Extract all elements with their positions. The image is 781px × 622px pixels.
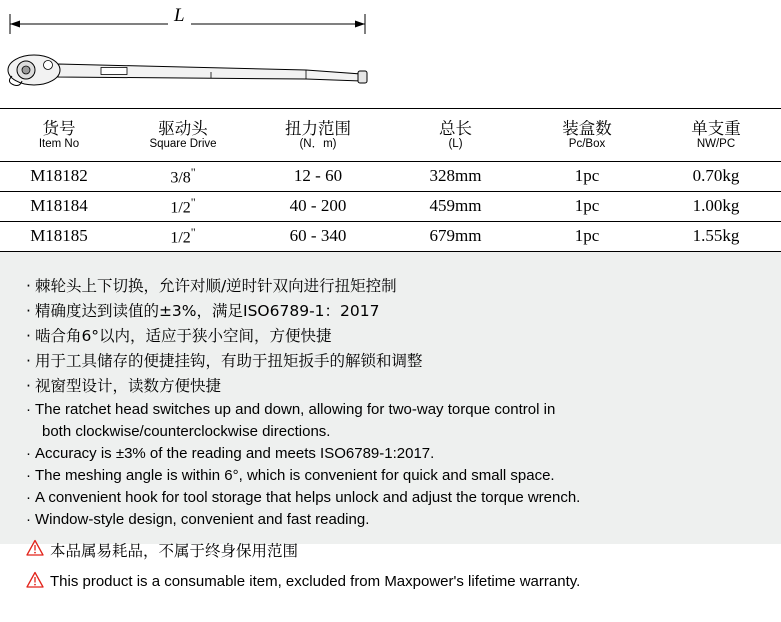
product-diagram (0, 0, 781, 108)
table-header-row (0, 109, 781, 161)
feature-text: 用于工具储存的便捷挂钩，有助于扭矩扳手的解锁和调整 (34, 352, 423, 370)
feature-item (26, 274, 781, 299)
cell-weight: 0.70kg (651, 161, 781, 191)
feature-text: both clockwise/counterclockwise directions. (42, 423, 331, 440)
bullet-icon: · (26, 489, 31, 506)
drive-unit: " (190, 164, 196, 179)
header-item-no (0, 109, 118, 161)
header-square-drive-cn: 驱动头 (158, 118, 208, 138)
feature-item-en (26, 509, 781, 531)
header-item-no-en: Item No (38, 137, 80, 150)
header-item-no-cn: 货号 (42, 118, 76, 138)
feature-item (26, 349, 781, 374)
bullet-icon: · (26, 445, 31, 462)
feature-item-en (26, 399, 781, 421)
warning-triangle-icon (26, 539, 44, 557)
feature-text: A convenient hook for tool storage that helps unlock and adjust the torque wrench. (35, 489, 581, 506)
feature-item (26, 374, 781, 399)
table-row (0, 161, 781, 191)
cell-item-no: M18185 (30, 226, 88, 246)
cell-item-no: M18184 (0, 191, 118, 221)
cell-length: 679mm (429, 226, 482, 246)
spec-table (0, 108, 781, 252)
torque-wrench-illustration (6, 46, 386, 96)
feature-text: Accuracy is ±3% of the reading and meets ISO6789-1:2017. (35, 445, 435, 462)
warning-text-cn: 本品属易耗品，不属于终身保用范围 (50, 542, 299, 560)
cell-torque-range: 12 - 60 (248, 161, 388, 191)
cell-torque-range: 60 - 340 (289, 226, 347, 246)
header-weight-cn: 单支重 (691, 118, 741, 138)
feature-item-en-cont (26, 421, 781, 443)
header-length (388, 109, 523, 161)
header-weight (651, 109, 781, 161)
header-length-symbol: (L) (448, 137, 463, 150)
feature-text: 视窗型设计，读数方便快捷 (34, 377, 221, 395)
bullet-icon: · (26, 302, 31, 320)
cell-length: 459mm (388, 191, 523, 221)
header-torque-range (248, 109, 388, 161)
table-row (0, 221, 781, 251)
feature-text: 棘轮头上下切换，允许对顺/逆时针双向进行扭矩控制 (34, 277, 397, 295)
table-row (0, 191, 781, 221)
cell-pc-box: 1pc (523, 161, 651, 191)
feature-text: 精确度达到读值的±3%，满足ISO6789-1：2017 (34, 302, 380, 320)
bullet-icon: · (26, 467, 31, 484)
bullet-icon: · (26, 401, 31, 418)
cell-pc-box: 1pc (574, 226, 600, 246)
cell-length: 328mm (388, 161, 523, 191)
bullet-icon: · (26, 277, 31, 295)
header-square-drive-en: Square Drive (149, 137, 217, 150)
length-dimension-line (8, 12, 388, 34)
cell-square-drive (118, 221, 248, 251)
features-panel (0, 252, 781, 590)
drive-value: 1/2 (170, 229, 191, 247)
cell-weight: 1.00kg (651, 191, 781, 221)
header-length-cn: 总长 (439, 118, 472, 138)
warning-row-en (26, 571, 781, 593)
header-pc-box-en: Pc/Box (568, 137, 606, 150)
feature-item (26, 324, 781, 349)
drive-unit: " (190, 225, 196, 240)
drive-value: 3/8 (170, 169, 191, 187)
feature-text: The meshing angle is within 6°, which is convenient for quick and small space. (35, 467, 555, 484)
bullet-icon: · (26, 511, 31, 528)
cell-square-drive (118, 191, 248, 221)
header-torque-range-cn: 扭力范围 (285, 118, 351, 138)
warning-triangle-icon (26, 571, 44, 589)
header-weight-en: NW/PC (696, 137, 736, 150)
header-pc-box-cn: 装盒数 (562, 118, 612, 138)
bullet-icon: · (26, 352, 31, 370)
header-torque-range-unit: (N．m) (299, 137, 337, 150)
warning-row-cn (26, 539, 781, 563)
bullet-icon: · (26, 327, 31, 345)
cell-torque-range: 40 - 200 (248, 191, 388, 221)
feature-item-en (26, 487, 781, 509)
warning-text-en: This product is a consumable item, excluded from Maxpower's lifetime warranty. (50, 573, 581, 590)
header-square-drive (118, 109, 248, 161)
cell-weight: 1.55kg (692, 226, 740, 246)
feature-item-en (26, 443, 781, 465)
feature-text: 啮合角6°以内，适应于狭小空间，方便快捷 (34, 327, 332, 345)
cell-pc-box: 1pc (523, 191, 651, 221)
feature-text: Window-style design, convenient and fast reading. (35, 511, 370, 528)
bullet-icon: · (26, 377, 31, 395)
feature-text: The ratchet head switches up and down, allowing for two-way torque control in (35, 401, 556, 418)
drive-value: 1/2 (170, 199, 191, 217)
feature-item (26, 299, 781, 324)
length-label: L (168, 6, 191, 26)
drive-unit: " (190, 194, 196, 209)
header-pc-box (523, 109, 651, 161)
cell-item-no: M18182 (0, 161, 118, 191)
cell-square-drive (118, 161, 248, 191)
feature-item-en (26, 465, 781, 487)
